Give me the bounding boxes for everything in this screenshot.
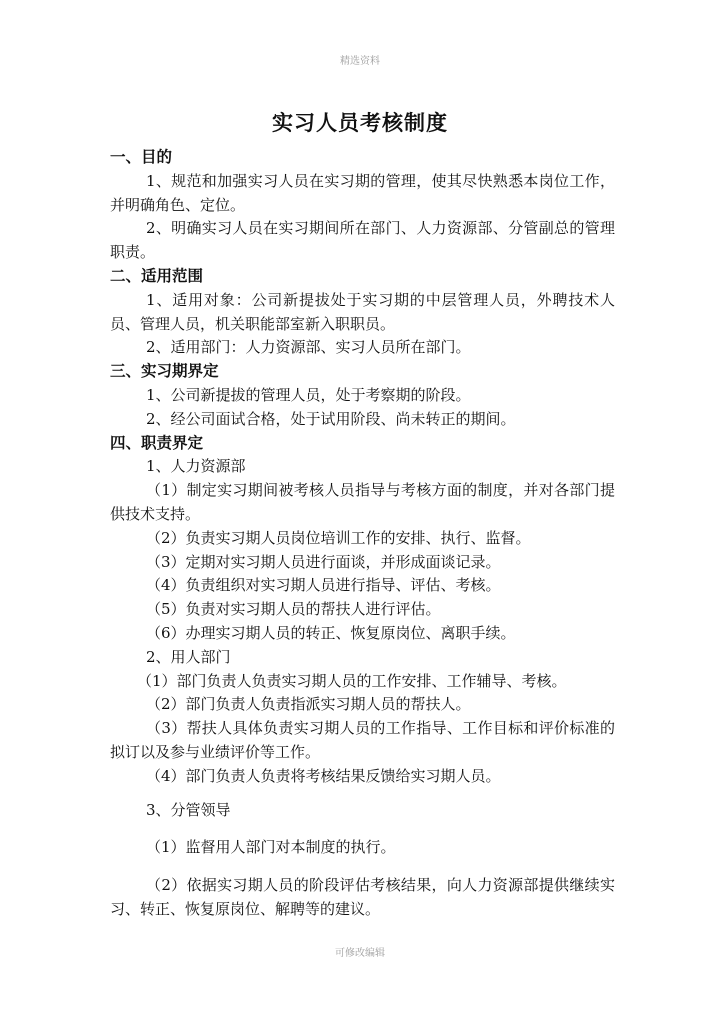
list-item: （2）负责实习期人员岗位培训工作的安排、执行、监督。 [146,528,531,547]
section-heading-duties: 四、职责界定 [110,433,204,452]
list-item: （2）依据实习期人员的阶段评估考核结果，向人力资源部提供继续实习、转正、恢复原岗位、解聘等的建议。 [110,876,615,918]
list-item: （5）负责对实习期人员的帮扶人进行评估。 [146,600,441,619]
section-heading-period: 三、实习期界定 [110,362,219,381]
list-item: （2）部门负责人负责指派实习期人员的帮扶人。 [146,695,471,714]
page-header-note: 精选资料 [340,56,380,67]
paragraph: 1、规范和加强实习人员在实习期的管理，使其尽快熟悉本岗位工作，并明确角色、定位。 [110,171,615,214]
paragraph: 2、明确实习人员在实习期间所在部门、人力资源部、分管副总的管理职责。 [110,219,615,262]
paragraph: 2、适用部门：人力资源部、实习人员所在部门。 [146,338,471,357]
page-footer-note: 可修改编辑 [335,948,385,959]
subsection-heading: 3、分管领导 [146,800,231,819]
paragraph: 2、经公司面试合格，处于试用阶段、尚未转正的期间。 [146,409,516,428]
document-title: 实习人员考核制度 [272,111,448,135]
subsection-heading: 1、人力资源部 [146,457,246,476]
section-heading-scope: 二、适用范围 [110,266,204,285]
list-item: （1）部门负责人负责实习期人员的工作安排、工作辅导、考核。 [137,671,567,690]
document-body [110,146,615,922]
paragraph: 1、公司新提拔的管理人员，处于考察期的阶段。 [146,385,471,404]
list-item: （4）负责组织对实习期人员进行指导、评估、考核。 [146,576,501,595]
list-item: （1）制定实习期间被考核人员指导与考核方面的制度，并对各部门提供技术支持。 [110,481,615,523]
list-item: （1）监督用人部门对本制度的执行。 [146,838,396,857]
subsection-heading: 2、用人部门 [146,647,231,666]
section-heading-purpose: 一、目的 [110,148,173,166]
list-item: （4）部门负责人负责将考核结果反馈给实习期人员。 [146,766,501,785]
paragraph: 1、适用对象：公司新提拔处于实习期的中层管理人员，外聘技术人员、管理人员，机关职能部室新入职职员。 [110,290,615,333]
list-item: （6）办理实习期人员的转正、恢复原岗位、离职手续。 [146,623,516,642]
list-item: （3）帮扶人具体负责实习期人员的工作指导、工作目标和评价标准的拟订以及参与业绩评价等工作。 [110,719,615,761]
list-item: （3）定期对实习期人员进行面谈，并形成面谈记录。 [146,552,501,571]
